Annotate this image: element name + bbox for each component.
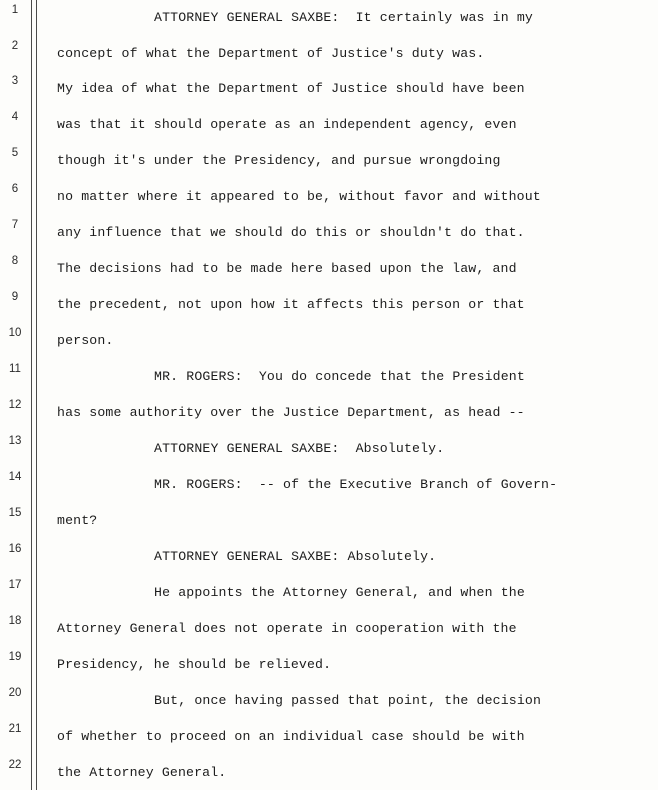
line-text: of whether to proceed on an individual case should be with [57, 729, 525, 744]
transcript-line [0, 143, 658, 179]
line-number: 2 [11, 39, 19, 52]
transcript-line [0, 0, 658, 36]
line-number: 6 [11, 183, 19, 195]
line-text: Presidency, he should be relieved. [57, 657, 332, 672]
transcript-line [0, 36, 658, 72]
line-number: 11 [9, 363, 21, 375]
line-number: 16 [8, 543, 22, 555]
transcript-line [0, 71, 658, 107]
line-text: MR. ROGERS: You do concede that the President [154, 369, 525, 384]
transcript-line [0, 359, 658, 395]
line-number: 14 [8, 471, 22, 483]
line-text: the Attorney General. [57, 765, 227, 780]
line-text: Attorney General does not operate in cooperation with the [57, 621, 517, 636]
transcript-line [0, 719, 658, 755]
line-text: My idea of what the Department of Justice should have been [57, 81, 525, 96]
transcript-line [0, 539, 658, 575]
line-number: 7 [11, 219, 19, 231]
transcript-line [0, 287, 658, 323]
line-text: The decisions had to be made here based upon the law, and [57, 261, 517, 276]
line-number: 3 [11, 75, 19, 87]
line-number: 5 [11, 147, 19, 159]
line-text: MR. ROGERS: -- of the Executive Branch of Govern- [154, 477, 558, 492]
line-number: 20 [8, 687, 22, 699]
line-text: was that it should operate as an independent agency, even [57, 117, 517, 132]
transcript-line [0, 179, 658, 215]
transcript-line [0, 755, 658, 791]
line-text: no matter where it appeared to be, without favor and without [57, 189, 541, 204]
line-text: But, once having passed that point, the decision [154, 693, 542, 708]
line-text: though it's under the Presidency, and pursue wrongdoing [57, 153, 501, 168]
line-text: any influence that we should do this or shouldn't do that. [57, 225, 525, 240]
line-number: 1 [11, 4, 19, 16]
transcript-line [0, 647, 658, 683]
line-number: 13 [8, 435, 22, 447]
transcript-line [0, 395, 658, 431]
transcript-line [0, 323, 658, 359]
line-number: 10 [8, 327, 22, 339]
line-text: ment? [57, 513, 98, 528]
line-number: 8 [11, 255, 19, 267]
line-text: concept of what the Department of Justice's duty was. [57, 45, 485, 61]
line-text: ATTORNEY GENERAL SAXBE: Absolutely. [154, 441, 445, 456]
line-number: 9 [11, 291, 19, 303]
line-text: person. [57, 333, 114, 348]
transcript-line [0, 215, 658, 251]
line-number: 17 [8, 579, 22, 591]
transcript-line [0, 467, 658, 503]
line-number: 22 [8, 759, 22, 771]
line-text: He appoints the Attorney General, and when the [154, 585, 525, 600]
line-number: 18 [8, 615, 22, 627]
line-text: ATTORNEY GENERAL SAXBE: It certainly was in my [154, 10, 533, 25]
transcript-line [0, 611, 658, 647]
line-number: 12 [8, 399, 22, 411]
transcript-line [0, 683, 658, 719]
transcript-line [0, 107, 658, 143]
line-number: 15 [8, 507, 22, 519]
transcript-line [0, 503, 658, 539]
line-number: 19 [8, 651, 22, 663]
line-number: 21 [8, 723, 22, 735]
transcript-line [0, 575, 658, 611]
transcript-line [0, 251, 658, 287]
line-number: 4 [11, 111, 19, 123]
line-text: the precedent, not upon how it affects this person or that [57, 297, 525, 312]
transcript-line [0, 431, 658, 467]
line-text: ATTORNEY GENERAL SAXBE: Absolutely. [154, 549, 437, 564]
line-text: has some authority over the Justice Department, as head -- [57, 405, 525, 420]
